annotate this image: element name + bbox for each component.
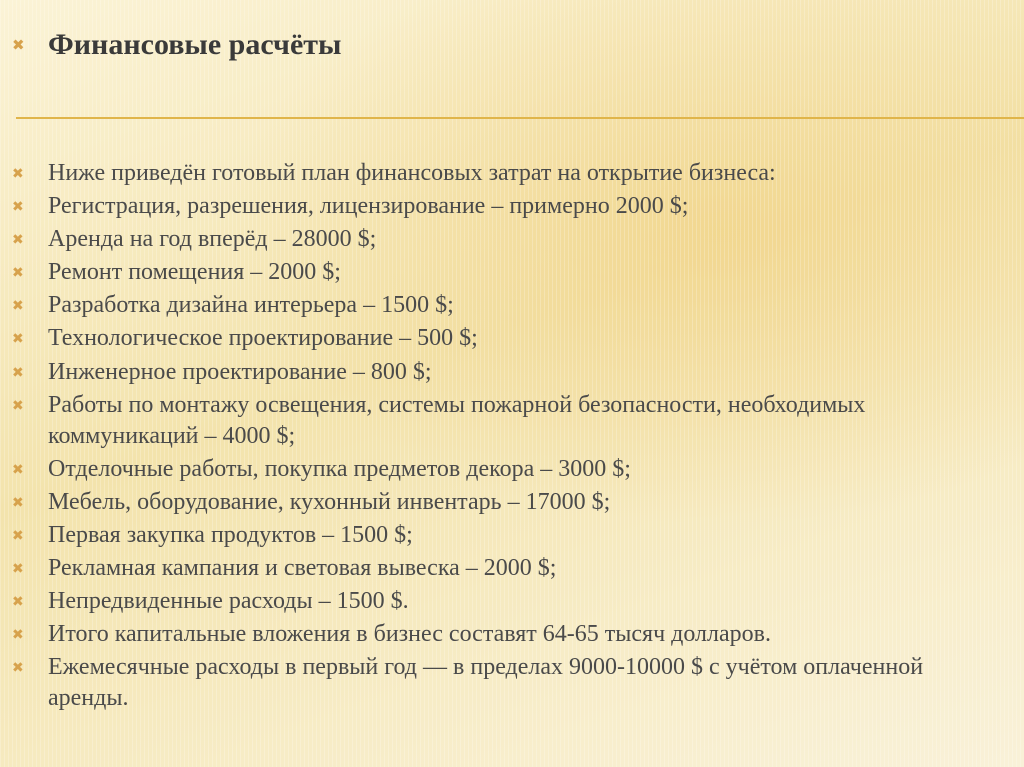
x-mark-icon: ✖ (12, 298, 24, 315)
list-item-text: Ниже приведён готовый план финансовых затрат на открытие бизнеса: (48, 160, 776, 186)
list-item (12, 224, 997, 255)
list-item (12, 191, 997, 222)
list-item-text: Регистрация, разрешения, лицензирование – примерно 2000 $; (48, 193, 689, 220)
list-item (12, 520, 997, 551)
list-item-text: Итого капитальные вложения в бизнес составят 64-65 тысяч долларов. (48, 621, 771, 648)
list-item-text: Рекламная кампания и световая вывеска – 2000 $; (48, 555, 557, 582)
list-item-text: Работы по монтажу освещения, системы пожарной безопасности, необходимых коммуникаций – 4000 $; (48, 391, 866, 449)
list-item (12, 553, 997, 584)
x-mark-icon: ✖ (12, 494, 24, 511)
x-mark-icon: ✖ (12, 232, 24, 249)
bullet-list (12, 158, 997, 716)
list-item (12, 586, 997, 617)
list-item-text: Аренда на год вперёд – 28000 $; (48, 226, 377, 253)
list-item (12, 619, 997, 650)
list-item-text: Ремонт помещения – 2000 $; (48, 259, 341, 286)
x-mark-icon: ✖ (12, 35, 25, 54)
x-mark-icon: ✖ (12, 627, 24, 644)
list-item (12, 454, 997, 485)
list-item-text: Непредвиденные расходы – 1500 $. (48, 588, 409, 615)
list-item (12, 652, 997, 714)
list-item-text: Инженерное проектирование – 800 $; (48, 358, 432, 385)
list-item-text: Первая закупка продуктов – 1500 $; (48, 521, 413, 548)
x-mark-icon: ✖ (12, 397, 24, 414)
list-item (12, 323, 997, 354)
slide-title: Финансовые расчёты (48, 28, 342, 61)
list-item (12, 158, 997, 189)
x-mark-icon: ✖ (12, 364, 24, 381)
list-item-text: Мебель, оборудование, кухонный инвентарь – 17000 $; (48, 488, 611, 515)
x-mark-icon: ✖ (12, 199, 24, 216)
list-item-text: Технологическое проектирование – 500 $; (48, 325, 478, 352)
list-item-text: Разработка дизайна интерьера – 1500 $; (48, 292, 454, 319)
list-item (12, 290, 997, 321)
x-mark-icon: ✖ (12, 527, 24, 544)
list-item-text: Отделочные работы, покупка предметов декора – 3000 $; (48, 455, 631, 482)
x-mark-icon: ✖ (12, 166, 24, 182)
list-item (12, 487, 997, 518)
x-mark-icon: ✖ (12, 660, 24, 677)
x-mark-icon: ✖ (12, 331, 24, 348)
title-divider (16, 117, 1024, 119)
x-mark-icon: ✖ (12, 594, 24, 611)
list-item (12, 257, 997, 288)
x-mark-icon: ✖ (12, 461, 24, 478)
list-item (12, 357, 997, 388)
title-row (12, 28, 341, 62)
x-mark-icon: ✖ (12, 265, 24, 282)
list-item-text: Ежемесячные расходы в первый год — в пределах 9000-10000 $ с учётом оплаченной аренды. (48, 654, 924, 712)
list-item (12, 390, 997, 452)
x-mark-icon: ✖ (12, 561, 24, 578)
